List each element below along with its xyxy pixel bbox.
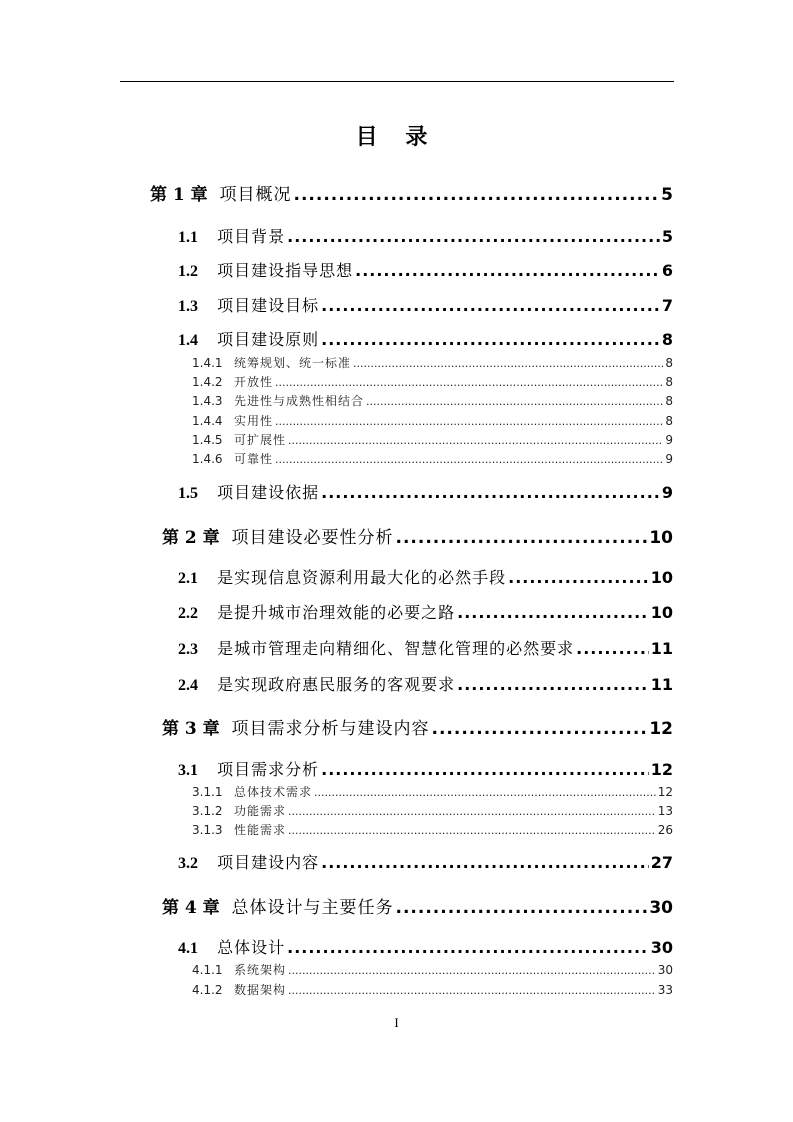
page-number: 12 xyxy=(650,760,673,779)
leader-dots xyxy=(508,568,649,587)
toc-section-2-1[interactable] xyxy=(178,565,673,588)
leader-dots xyxy=(457,675,649,694)
page-number: 12 xyxy=(657,785,673,799)
page-number: 8 xyxy=(661,330,673,349)
toc-subsection-1-4-1[interactable] xyxy=(192,354,673,371)
section-number: 3.1 xyxy=(178,762,198,779)
section-number: 1.2 xyxy=(178,263,198,280)
leader-dots xyxy=(321,483,660,502)
chapter-title: 项目需求分析与建设内容 xyxy=(231,719,430,739)
page-number: 33 xyxy=(657,983,673,997)
section-title: 项目建设目标 xyxy=(217,296,320,315)
page-number: 5 xyxy=(661,227,673,246)
page-number: 30 xyxy=(649,898,673,918)
leader-dots xyxy=(288,434,663,447)
toc-subsection-1-4-3[interactable] xyxy=(192,392,673,409)
subsection-number: 1.4.2 xyxy=(192,375,223,389)
leader-dots xyxy=(288,805,656,818)
leader-dots xyxy=(353,357,663,370)
toc-section-1-2[interactable] xyxy=(178,258,673,281)
toc-section-1-3[interactable] xyxy=(178,293,673,316)
toc-subsection-1-4-6[interactable] xyxy=(192,450,673,467)
section-title: 是实现政府惠民服务的客观要求 xyxy=(217,675,456,694)
section-number: 1.4 xyxy=(178,332,198,349)
section-number: 1.1 xyxy=(178,229,198,246)
page-number: 30 xyxy=(657,963,673,977)
footer-page-number: I xyxy=(394,1015,399,1030)
leader-dots xyxy=(576,639,649,658)
subsection-title: 实用性 xyxy=(234,414,274,428)
page-number: 11 xyxy=(650,639,673,658)
page-number: 11 xyxy=(650,675,673,694)
toc-chapter-1[interactable] xyxy=(150,180,673,205)
section-title: 项目背景 xyxy=(217,227,286,246)
page-number: 10 xyxy=(650,568,673,587)
leader-dots xyxy=(288,964,656,977)
toc-section-2-3[interactable] xyxy=(178,636,673,659)
leader-dots xyxy=(314,786,656,799)
toc-subsection-1-4-5[interactable] xyxy=(192,431,673,448)
leader-dots xyxy=(432,719,648,739)
section-title: 项目建设内容 xyxy=(217,853,320,872)
page-number: 8 xyxy=(665,414,673,428)
toc-subsection-3-1-2[interactable] xyxy=(192,802,673,819)
subsection-title: 功能需求 xyxy=(234,804,287,818)
subsection-title: 先进性与成熟性相结合 xyxy=(234,394,365,408)
section-number: 1.5 xyxy=(178,485,198,502)
section-title: 项目建设指导思想 xyxy=(217,261,354,280)
leader-dots xyxy=(366,395,663,408)
section-title: 是提升城市治理效能的必要之路 xyxy=(217,603,456,622)
leader-dots xyxy=(457,603,649,622)
toc-subsection-4-1-2[interactable] xyxy=(192,981,673,998)
section-number: 4.1 xyxy=(178,940,198,957)
toc-section-4-1[interactable] xyxy=(178,935,673,958)
chapter-title: 项目概况 xyxy=(219,185,292,205)
page-number: 9 xyxy=(665,452,673,466)
subsection-title: 开放性 xyxy=(234,375,274,389)
page-number: 27 xyxy=(650,853,673,872)
page-number: 8 xyxy=(665,375,673,389)
chapter-number: 第 2 章 xyxy=(162,528,220,548)
subsection-number: 1.4.4 xyxy=(192,414,223,428)
chapter-title: 总体设计与主要任务 xyxy=(231,898,394,918)
chapter-title: 项目建设必要性分析 xyxy=(231,528,394,548)
leader-dots xyxy=(321,330,660,349)
section-title: 是城市管理走向精细化、智慧化管理的必然要求 xyxy=(217,639,575,658)
page-number: 9 xyxy=(661,483,673,502)
leader-dots xyxy=(288,984,656,997)
subsection-title: 数据架构 xyxy=(234,983,287,997)
subsection-number: 3.1.1 xyxy=(192,785,223,799)
page-number: 10 xyxy=(649,528,673,548)
leader-dots xyxy=(321,853,649,872)
toc-section-1-5[interactable] xyxy=(178,480,673,503)
section-title: 项目建设原则 xyxy=(217,330,320,349)
toc-section-3-1[interactable] xyxy=(178,757,673,780)
page-number: 5 xyxy=(661,185,673,205)
section-number: 3.2 xyxy=(178,855,198,872)
subsection-title: 总体技术需求 xyxy=(234,785,313,799)
leader-dots xyxy=(275,376,663,389)
leader-dots xyxy=(275,415,663,428)
leader-dots xyxy=(321,760,649,779)
chapter-number: 第 3 章 xyxy=(162,719,220,739)
page-number: 10 xyxy=(650,603,673,622)
leader-dots xyxy=(275,453,663,466)
subsection-title: 系统架构 xyxy=(234,963,287,977)
subsection-number: 1.4.5 xyxy=(192,433,223,447)
leader-dots xyxy=(287,227,660,246)
leader-dots xyxy=(294,185,660,205)
chapter-number: 第 1 章 xyxy=(150,185,208,205)
leader-dots xyxy=(396,528,648,548)
page-number: 9 xyxy=(665,433,673,447)
subsection-number: 3.1.2 xyxy=(192,804,223,818)
page-number: 26 xyxy=(657,823,673,837)
page-number: 30 xyxy=(650,938,673,957)
subsection-number: 4.1.2 xyxy=(192,983,223,997)
toc-section-1-1[interactable] xyxy=(178,224,673,247)
section-number: 2.2 xyxy=(178,605,198,622)
section-number: 1.3 xyxy=(178,298,198,315)
toc-chapter-4[interactable] xyxy=(162,893,673,918)
toc-chapter-2[interactable] xyxy=(162,523,673,548)
subsection-title: 性能需求 xyxy=(234,823,287,837)
chapter-number: 第 4 章 xyxy=(162,898,220,918)
leader-dots xyxy=(288,824,656,837)
page-number: 8 xyxy=(665,356,673,370)
subsection-number: 1.4.1 xyxy=(192,356,223,370)
toc-section-3-2[interactable] xyxy=(178,850,673,873)
page-number: 7 xyxy=(661,296,673,315)
toc-section-1-4[interactable] xyxy=(178,327,673,350)
toc-section-2-4[interactable] xyxy=(178,672,673,695)
section-number: 2.3 xyxy=(178,641,198,658)
subsection-title: 可靠性 xyxy=(234,452,274,466)
subsection-number: 4.1.1 xyxy=(192,963,223,977)
toc-subsection-3-1-3[interactable] xyxy=(192,821,673,838)
subsection-number: 1.4.3 xyxy=(192,394,223,408)
leader-dots xyxy=(287,938,649,957)
leader-dots xyxy=(355,261,660,280)
toc-title: 目 录 xyxy=(355,125,438,150)
toc-section-2-2[interactable] xyxy=(178,600,673,623)
section-number: 2.4 xyxy=(178,677,198,694)
subsection-number: 1.4.6 xyxy=(192,452,223,466)
section-title: 总体设计 xyxy=(217,938,286,957)
page-number: 12 xyxy=(649,719,673,739)
section-number: 2.1 xyxy=(178,570,198,587)
section-title: 项目建设依据 xyxy=(217,483,320,502)
page-number: 8 xyxy=(665,394,673,408)
toc-chapter-3[interactable] xyxy=(162,714,673,739)
subsection-title: 统筹规划、统一标准 xyxy=(234,356,352,370)
page-number: 6 xyxy=(661,261,673,280)
toc-subsection-1-4-2[interactable] xyxy=(192,373,673,390)
toc-subsection-4-1-1[interactable] xyxy=(192,961,673,978)
section-title: 是实现信息资源利用最大化的必然手段 xyxy=(217,568,507,587)
leader-dots xyxy=(321,296,660,315)
section-title: 项目需求分析 xyxy=(217,760,320,779)
page-number: 13 xyxy=(657,804,673,818)
leader-dots xyxy=(396,898,648,918)
subsection-title: 可扩展性 xyxy=(234,433,287,447)
toc-subsection-1-4-4[interactable] xyxy=(192,412,673,429)
subsection-number: 3.1.3 xyxy=(192,823,223,837)
toc-subsection-3-1-1[interactable] xyxy=(192,783,673,800)
